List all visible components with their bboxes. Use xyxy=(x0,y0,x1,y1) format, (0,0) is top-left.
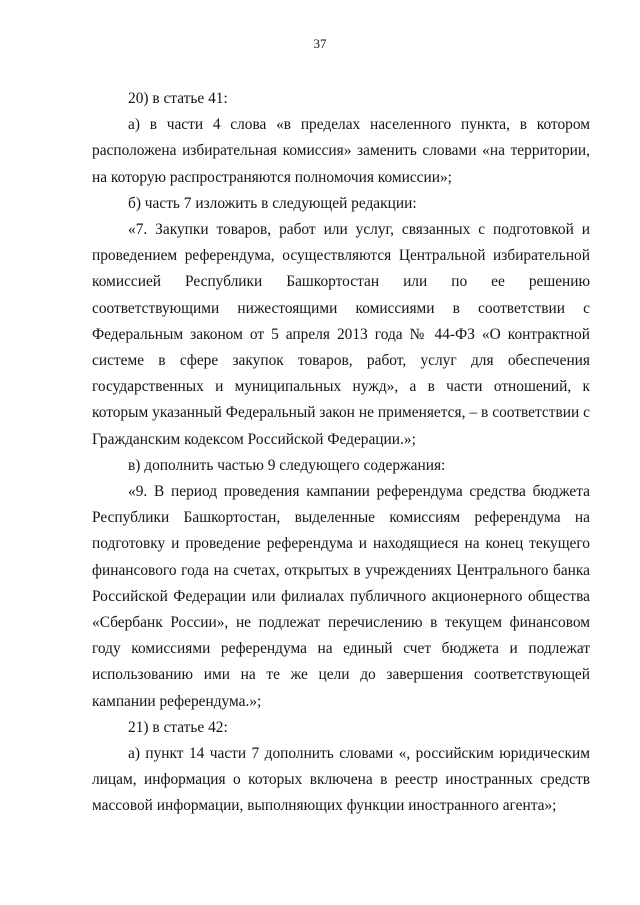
paragraph-part-7-text: «7. Закупки товаров, работ или услуг, связанных с подготовкой и проведением референдума, осуществляются Центральной избирательной комиссией Республики Башкортостан или по ее решению соответствующими нижестоящими комиссиями в соответствии с Федеральным законом от 5 апреля 2013 года № 44-ФЗ «О контрактной системе в сфере закупок товаров, работ, услуг для обеспечения государственных и муниципальных нужд», а в части отношений, к которым указанный Федеральный закон не применяется, – в соответствии с Гражданским кодексом Российской Федерации.»; xyxy=(92,221,590,448)
paragraph-item-21: 21) в статье 42: xyxy=(128,718,228,736)
paragraph-item-v-art41: в) дополнить частью 9 следующего содержания: xyxy=(128,456,446,474)
paragraph-item-a-art41: а) в части 4 слова «в пределах населенного пункта, в котором расположена избирательная комиссия» заменить словами «на территории, на которую распространяются полномочия комиссии»; xyxy=(92,116,590,186)
document-body xyxy=(92,86,590,820)
paragraph-item-b-art41: б) часть 7 изложить в следующей редакции: xyxy=(128,194,417,212)
page-number: 37 xyxy=(313,36,327,51)
paragraph-item-a-art42: а) пункт 14 части 7 дополнить словами «, российским юридическим лицам, информация о которых включена в реестр иностранных средств массовой информации, выполняющих функции иностранного агента»; xyxy=(92,745,590,815)
paragraph-part-9-text: «9. В период проведения кампании референдума средства бюджета Республики Башкортостан, выделенные комиссиям референдума на подготовку и проведение референдума и находящиеся на конец текущего финансового года на счетах, открытых в учреждениях Центрального банка Российской Федерации или филиалах публичного акционерного общества «Сбербанк России», не подлежат перечислению в текущем финансовом году комиссиями референдума на единый счет бюджета и подлежат использованию ими на те же цели до завершения соответствующей кампании референдума.»; xyxy=(92,483,590,710)
paragraph-item-20: 20) в статье 41: xyxy=(128,90,228,107)
